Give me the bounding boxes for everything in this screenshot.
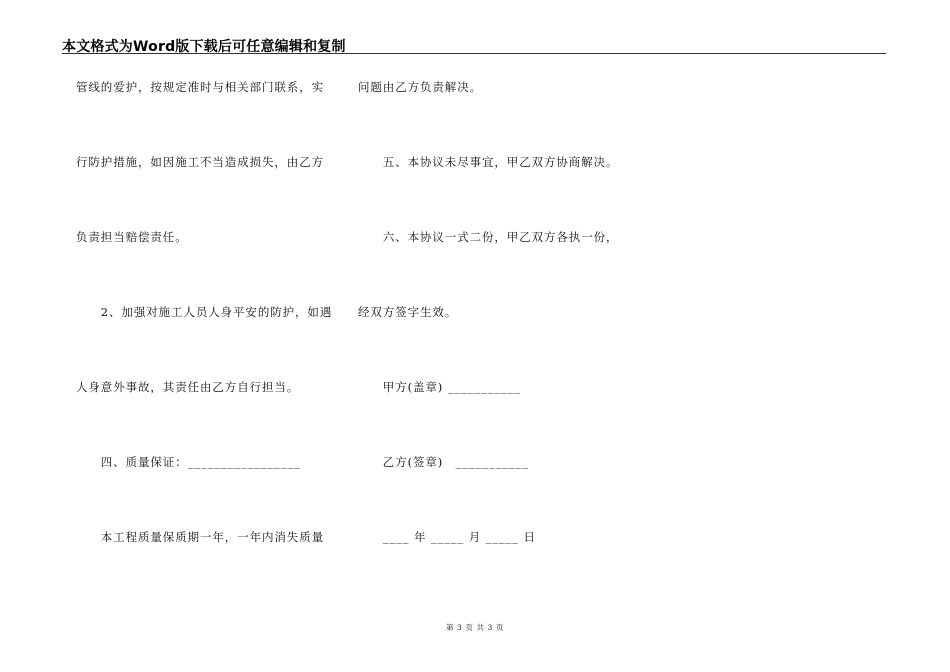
left-line-3: 负责担当赔偿责任。 <box>76 230 188 244</box>
right-line-7: ____ 年 _____ 月 _____ 日 <box>358 530 536 544</box>
page-header <box>62 33 886 54</box>
left-line-1: 管线的爱护，按规定准时与相关部门联系，实 <box>76 80 324 94</box>
left-line-2: 行防护措施，如因施工不当造成损失，由乙方 <box>76 155 324 169</box>
header-title: 本文格式为Word版下载后可任意编辑和复制 <box>62 39 346 55</box>
left-line-4: 2、加强对施工人员人身平安的防护，如遇 <box>76 305 333 319</box>
right-line-6: 乙方(签章) ___________ <box>358 455 529 469</box>
left-line-7: 本工程质量保质期一年，一年内消失质量 <box>76 530 324 544</box>
right-line-3: 六、本协议一式二份，甲乙双方各执一份， <box>358 230 619 244</box>
page-footer: 第 3 页 共 3 页 <box>445 623 505 632</box>
right-line-4: 经双方签字生效。 <box>358 305 458 319</box>
right-line-1: 问题由乙方负责解决。 <box>358 80 482 94</box>
left-line-5: 人身意外事故，其责任由乙方自行担当。 <box>76 380 300 394</box>
right-line-2: 五、本协议未尽事宜，甲乙双方协商解决。 <box>358 155 619 169</box>
left-line-6: 四、质量保证：_________________ <box>76 455 301 469</box>
right-line-5: 甲方(盖章) ___________ <box>358 380 521 394</box>
